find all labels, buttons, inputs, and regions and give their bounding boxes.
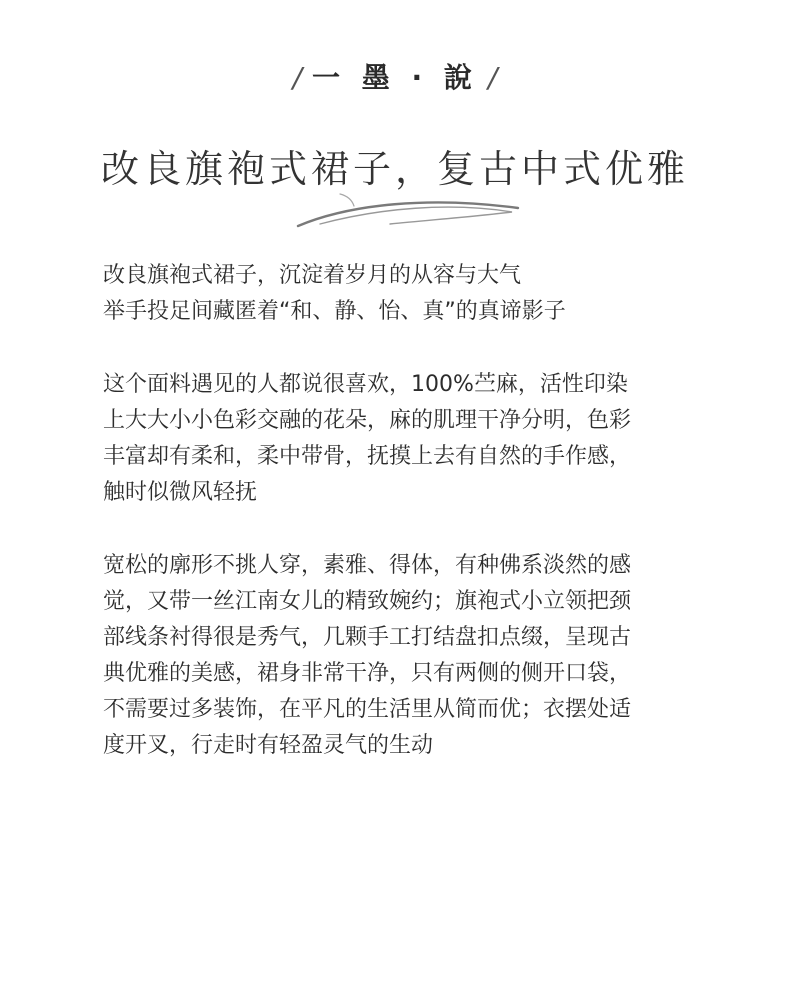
text-line: 触时似微风轻抚: [103, 480, 258, 505]
text-line: 举手投足间藏匿着“和、静、怡、真”的真谛影子: [103, 299, 566, 324]
text-line: 丰富却有柔和，柔中带骨，抚摸上去有自然的手作感，: [103, 444, 632, 469]
paragraph-fabric: [103, 367, 743, 511]
text-line: 改良旗袍式裙子，沉淀着岁月的从容与大气: [103, 263, 522, 288]
paragraph-design: [103, 548, 743, 764]
text-line: 觉，又带一丝江南女儿的精致婉约；旗袍式小立领把颈: [103, 589, 632, 614]
brand-header: [0, 56, 790, 96]
text-line: 典优雅的美感，裙身非常干净，只有两侧的侧开口袋，: [103, 661, 632, 686]
text-line: 部线条衬得很是秀气，几颗手工打结盘扣点缀，呈现古: [103, 625, 632, 650]
text-line: 宽松的廓形不挑人穿，素雅、得体，有种佛系淡然的感: [103, 553, 632, 578]
brand-name: 一 墨 · 說: [312, 61, 478, 94]
text-line: 度开叉，行走时有轻盈灵气的生动: [103, 733, 434, 758]
paragraph-intro: [103, 258, 743, 330]
page-title: 改良旗袍式裙子，复古中式优雅: [100, 147, 689, 191]
article-body: [103, 258, 743, 801]
text-line: 不需要过多装饰，在平凡的生活里从简而优；衣摆处适: [103, 697, 632, 722]
slash-left: /: [292, 61, 303, 94]
brush-swoosh-decoration: [280, 186, 530, 234]
text-line: 这个面料遇见的人都说很喜欢，100%苎麻，活性印染: [103, 372, 628, 397]
slash-right: /: [487, 61, 498, 94]
text-line: 上大大小小色彩交融的花朵，麻的肌理干净分明，色彩: [103, 408, 632, 433]
